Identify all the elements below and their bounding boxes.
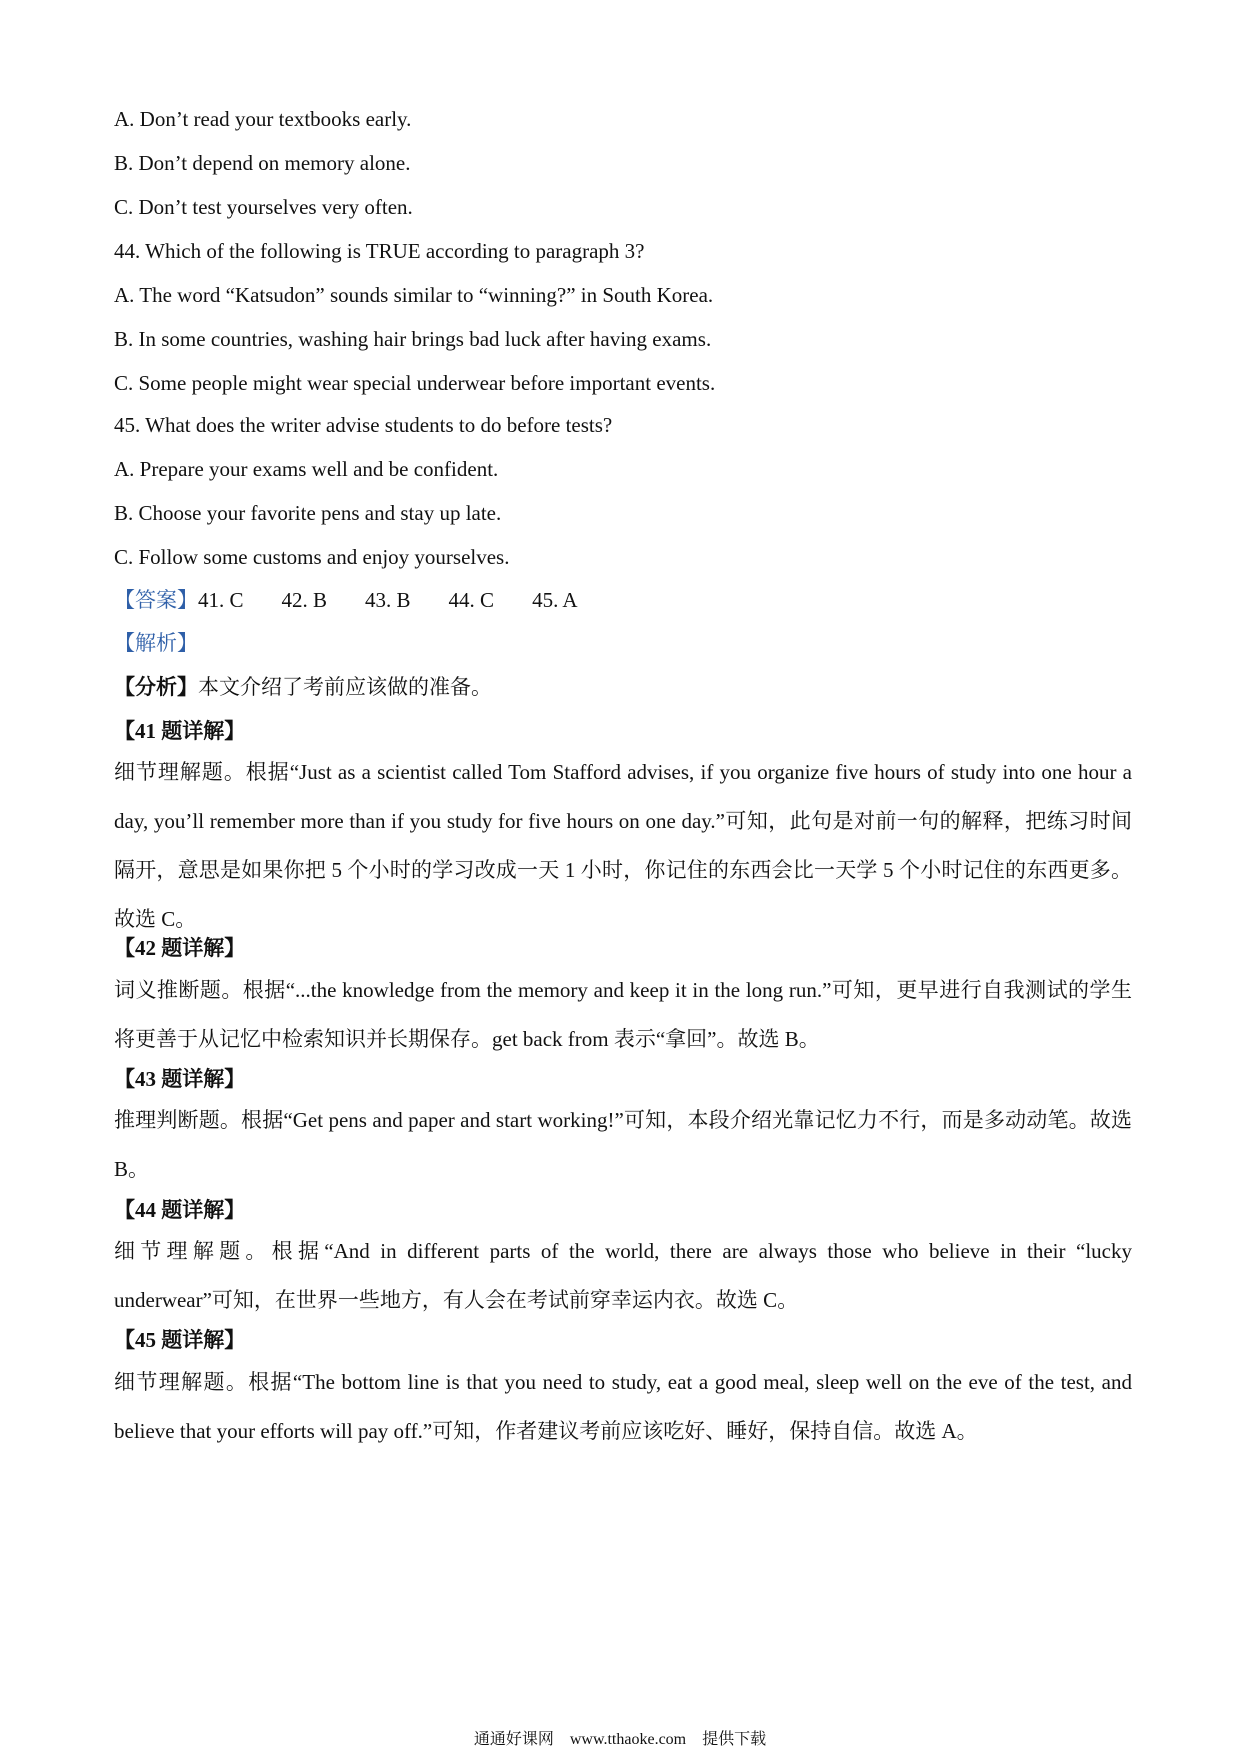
- detail-text-44: 细节理解题。根据“And in different parts of the world, there are always those who believe in their “lucky underwear”可知，在世界一些地方，有人会在考试前穿幸运内衣。故选 C。: [114, 1239, 1132, 1312]
- answer-item: 45. A: [532, 588, 578, 612]
- q45-question: 45. What does the writer advise students to do before tests?: [114, 413, 613, 437]
- q43-option-c: C. Don’t test yourselves very often.: [114, 195, 413, 219]
- page-footer: [0, 1730, 1240, 1750]
- summary-label: 【分析】: [114, 675, 198, 699]
- summary-line: [114, 674, 492, 700]
- footer-note: 提供下载: [702, 1731, 767, 1748]
- q43-option-b: B. Don’t depend on memory alone.: [114, 151, 411, 175]
- detail-heading-44: 【44 题详解】: [114, 1198, 246, 1222]
- footer-url[interactable]: www.tthaoke.com: [569, 1731, 687, 1748]
- detail-heading-42: 【42 题详解】: [114, 936, 246, 960]
- q45-option-a: A. Prepare your exams well and be confident.: [114, 457, 499, 481]
- detail-heading-45: 【45 题详解】: [114, 1328, 246, 1352]
- answer-item: 41. C: [198, 588, 244, 612]
- answer-item: 44. C: [448, 588, 495, 612]
- answer-item: 43. B: [365, 588, 411, 612]
- answer-label: 【答案】: [114, 588, 198, 612]
- answer-item: 42. B: [281, 588, 328, 612]
- q44-option-a: A. The word “Katsudon” sounds similar to “winning?” in South Korea.: [114, 283, 714, 307]
- q43-option-a: A. Don’t read your textbooks early.: [114, 107, 412, 131]
- q45-option-c: C. Follow some customs and enjoy yourselves.: [114, 545, 510, 569]
- detail-text-45: 细节理解题。根据“The bottom line is that you need to study, eat a good meal, sleep well on the eve of the test, and believe that your efforts will pay off.”可知，作者建议考前应该吃好、睡好，保持自信。故选 A。: [114, 1370, 1132, 1443]
- summary-text: 本文介绍了考前应该做的准备。: [198, 675, 492, 699]
- detail-heading-43: 【43 题详解】: [114, 1067, 246, 1091]
- detail-text-43: 推理判断题。根据“Get pens and paper and start working!”可知，本段介绍光靠记忆力不行，而是多动动笔。故选 B。: [114, 1108, 1132, 1181]
- footer-site-name: 通通好课网: [473, 1731, 554, 1748]
- q44-option-c: C. Some people might wear special underwear before important events.: [114, 371, 716, 395]
- q45-option-b: B. Choose your favorite pens and stay up late.: [114, 501, 502, 525]
- detail-text-41: 细节理解题。根据“Just as a scientist called Tom Stafford advises, if you organize five hours of study into one hour a day, you’ll remember more than if you study for five hours on one day.”可知，此句是对前一句的解释，把练习时间隔开，意思是如果你把 5 个小时的学习改成一天 1 小时，你记住的东西会比一天学 5 个小时记住的东西更多。故选 C。: [114, 760, 1132, 931]
- detail-text-42: 词义推断题。根据“...the knowledge from the memory and keep it in the long run.”可知，更早进行自我测试的学生将更善于从记忆中检索知识并长期保存。get back from 表示“拿回”。故选 B。: [114, 978, 1132, 1051]
- analysis-label: 【解析】: [114, 631, 198, 655]
- answer-line: [114, 587, 616, 613]
- q44-option-b: B. In some countries, washing hair brings bad luck after having exams.: [114, 327, 712, 351]
- detail-heading-41: 【41 题详解】: [114, 719, 246, 743]
- q44-question: 44. Which of the following is TRUE according to paragraph 3?: [114, 239, 645, 263]
